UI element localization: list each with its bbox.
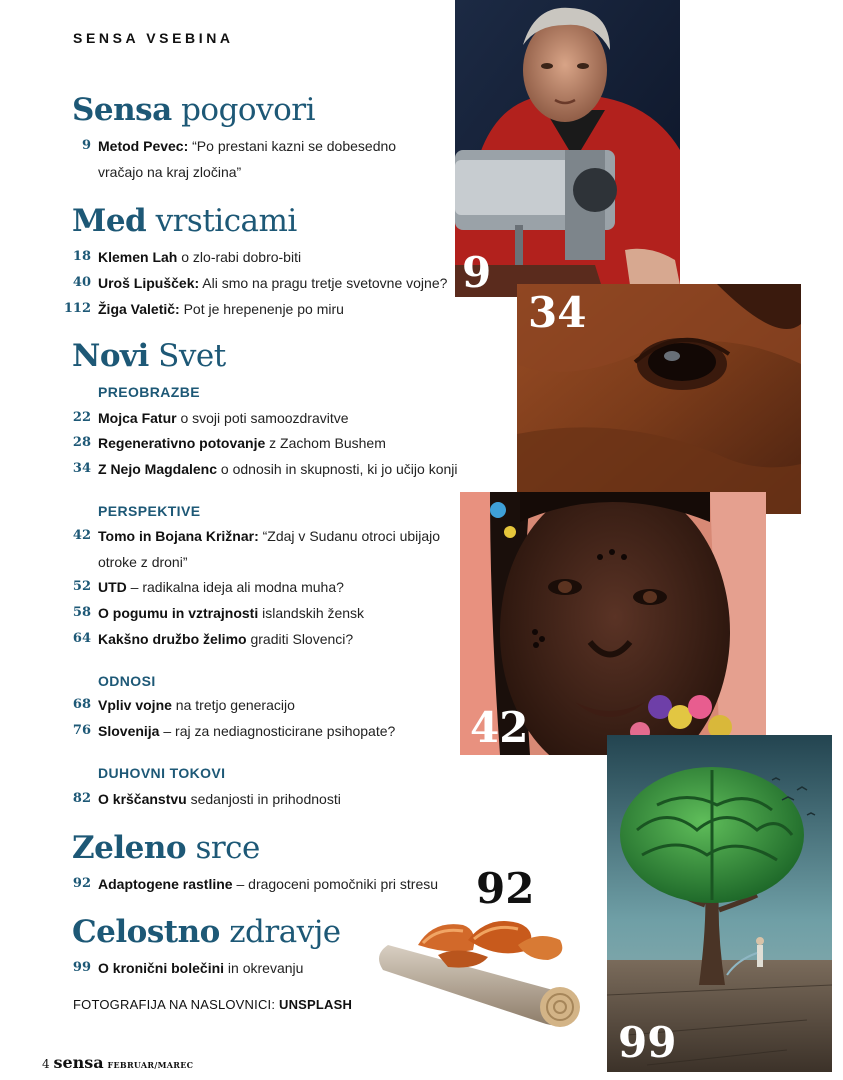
entry-author: Metod Pevec: xyxy=(98,138,189,154)
entry-text: – dragoceni pomočniki pri stresu xyxy=(232,876,439,892)
entry-author: Žiga Valetič: xyxy=(98,301,180,317)
cover-photo-credit xyxy=(73,997,352,1012)
photo-mushroom-illustration xyxy=(378,915,584,1030)
credit-source: UNSPLASH xyxy=(278,997,353,1012)
photo-page-label-9: 9 xyxy=(462,248,492,297)
entry-author: Regenerativno potovanje xyxy=(98,435,266,451)
page-footer xyxy=(42,1053,193,1072)
footer-page-number: 4 xyxy=(42,1057,50,1071)
page-number: 34 xyxy=(72,461,91,476)
photo-mushroom-log[interactable] xyxy=(378,915,584,1030)
entry-author: Uroš Lipušček: xyxy=(98,275,200,291)
page-number: 82 xyxy=(72,791,91,806)
entry-text: “Po prestani kazni se dobesedno xyxy=(188,138,397,154)
section-title-bold: Novi xyxy=(72,338,149,374)
entry-text-line2: otroke z droni” xyxy=(98,554,188,570)
subsection-perspektive: PERSPEKTIVE xyxy=(98,503,201,519)
page-number: 40 xyxy=(72,275,91,290)
entry-author: Adaptogene rastline xyxy=(98,876,233,892)
entry-author: Klemen Lah xyxy=(98,249,178,265)
entry-author: O krščanstvu xyxy=(98,791,187,807)
entry-text: – radikalna ideja ali modna muha? xyxy=(126,579,344,595)
footer-brand: sensa xyxy=(53,1053,104,1072)
page-number: 42 xyxy=(72,528,91,543)
section-title-zeleno-srce[interactable] xyxy=(72,830,260,866)
entry-text: graditi Slovenci? xyxy=(246,631,354,647)
photo-page-label-99: 99 xyxy=(618,1018,677,1067)
section-title-bold: Zeleno xyxy=(72,830,187,866)
section-title-light: zdravje xyxy=(229,914,341,950)
entry-text: in okrevanju xyxy=(224,960,304,976)
entry-text: z Zachom Bushem xyxy=(265,435,386,451)
entry-text: “Zdaj v Sudanu otroci ubijajo xyxy=(258,528,441,544)
photo-page-label-92: 92 xyxy=(476,864,535,913)
entry-author: Tomo in Bojana Križnar: xyxy=(98,528,259,544)
entry-text: o odnosih in skupnosti, ki jo učijo konji xyxy=(217,461,458,477)
entry-text: na tretjo generacijo xyxy=(171,697,295,713)
entry-text: islandskih žensk xyxy=(258,605,365,621)
entry-author: O kronični bolečini xyxy=(98,960,225,976)
page-number: 9 xyxy=(81,138,91,153)
page-number: 112 xyxy=(63,301,91,316)
entry-author: Mojca Fatur xyxy=(98,410,177,426)
section-title-bold: Sensa xyxy=(72,92,172,128)
page-number: 58 xyxy=(72,605,91,620)
section-title-novi-svet[interactable] xyxy=(72,338,226,374)
photo-page-label-42: 42 xyxy=(470,703,529,752)
section-title-celostno-zdravje[interactable] xyxy=(72,914,341,950)
entry-author: UTD xyxy=(98,579,127,595)
footer-issue: FEBRUAR/MAREC xyxy=(107,1060,194,1070)
subsection-duhovni-tokovi: DUHOVNI TOKOVI xyxy=(98,765,226,781)
section-title-light: srce xyxy=(195,830,260,866)
entry-author: O pogumu in vztrajnosti xyxy=(98,605,259,621)
section-title-light: vrsticami xyxy=(155,203,297,239)
subsection-preobrazbe: PREOBRAZBE xyxy=(98,384,201,400)
page-number: 99 xyxy=(72,960,91,975)
entry-author: Z Nejo Magdalenc xyxy=(98,461,218,477)
section-title-bold: Med xyxy=(72,203,147,239)
entry-author: Vpliv vojne xyxy=(98,697,172,713)
entry-text: o svoji poti samoozdravitve xyxy=(176,410,349,426)
page-number: 92 xyxy=(72,876,91,891)
credit-label: FOTOGRAFIJA NA NASLOVNICI: xyxy=(73,997,279,1012)
entry-text: Pot je hrepenenje po miru xyxy=(179,301,344,317)
entry-author: Kakšno družbo želimo xyxy=(98,631,247,647)
section-title-light: Svet xyxy=(158,338,226,374)
section-title-light: pogovori xyxy=(181,92,315,128)
entry-text: o zlo-rabi dobro-biti xyxy=(177,249,302,265)
page-number: 52 xyxy=(72,579,91,594)
page-header: SENSA VSEBINA xyxy=(73,30,234,46)
photo-page-label-34: 34 xyxy=(528,288,587,337)
entry-text-line2: vračajo na kraj zločina” xyxy=(98,164,242,180)
entry-text: Ali smo na pragu tretje svetovne vojne? xyxy=(199,275,448,291)
subsection-odnosi: ODNOSI xyxy=(98,673,156,689)
entry-text: – raj za nediagnosticirane psihopate? xyxy=(159,723,396,739)
entry-author: Slovenija xyxy=(98,723,160,739)
page-number: 18 xyxy=(72,249,91,264)
section-title-med-vrsticami[interactable] xyxy=(72,203,297,239)
page-number: 22 xyxy=(72,410,91,425)
entry-text: sedanjosti in prihodnosti xyxy=(186,791,341,807)
page-number: 76 xyxy=(72,723,91,738)
page-number: 64 xyxy=(72,631,91,646)
page-number: 68 xyxy=(72,697,91,712)
section-title-bold: Celostno xyxy=(72,914,220,950)
page-number: 28 xyxy=(72,435,91,450)
section-title-sensa-pogovori[interactable] xyxy=(72,92,315,128)
